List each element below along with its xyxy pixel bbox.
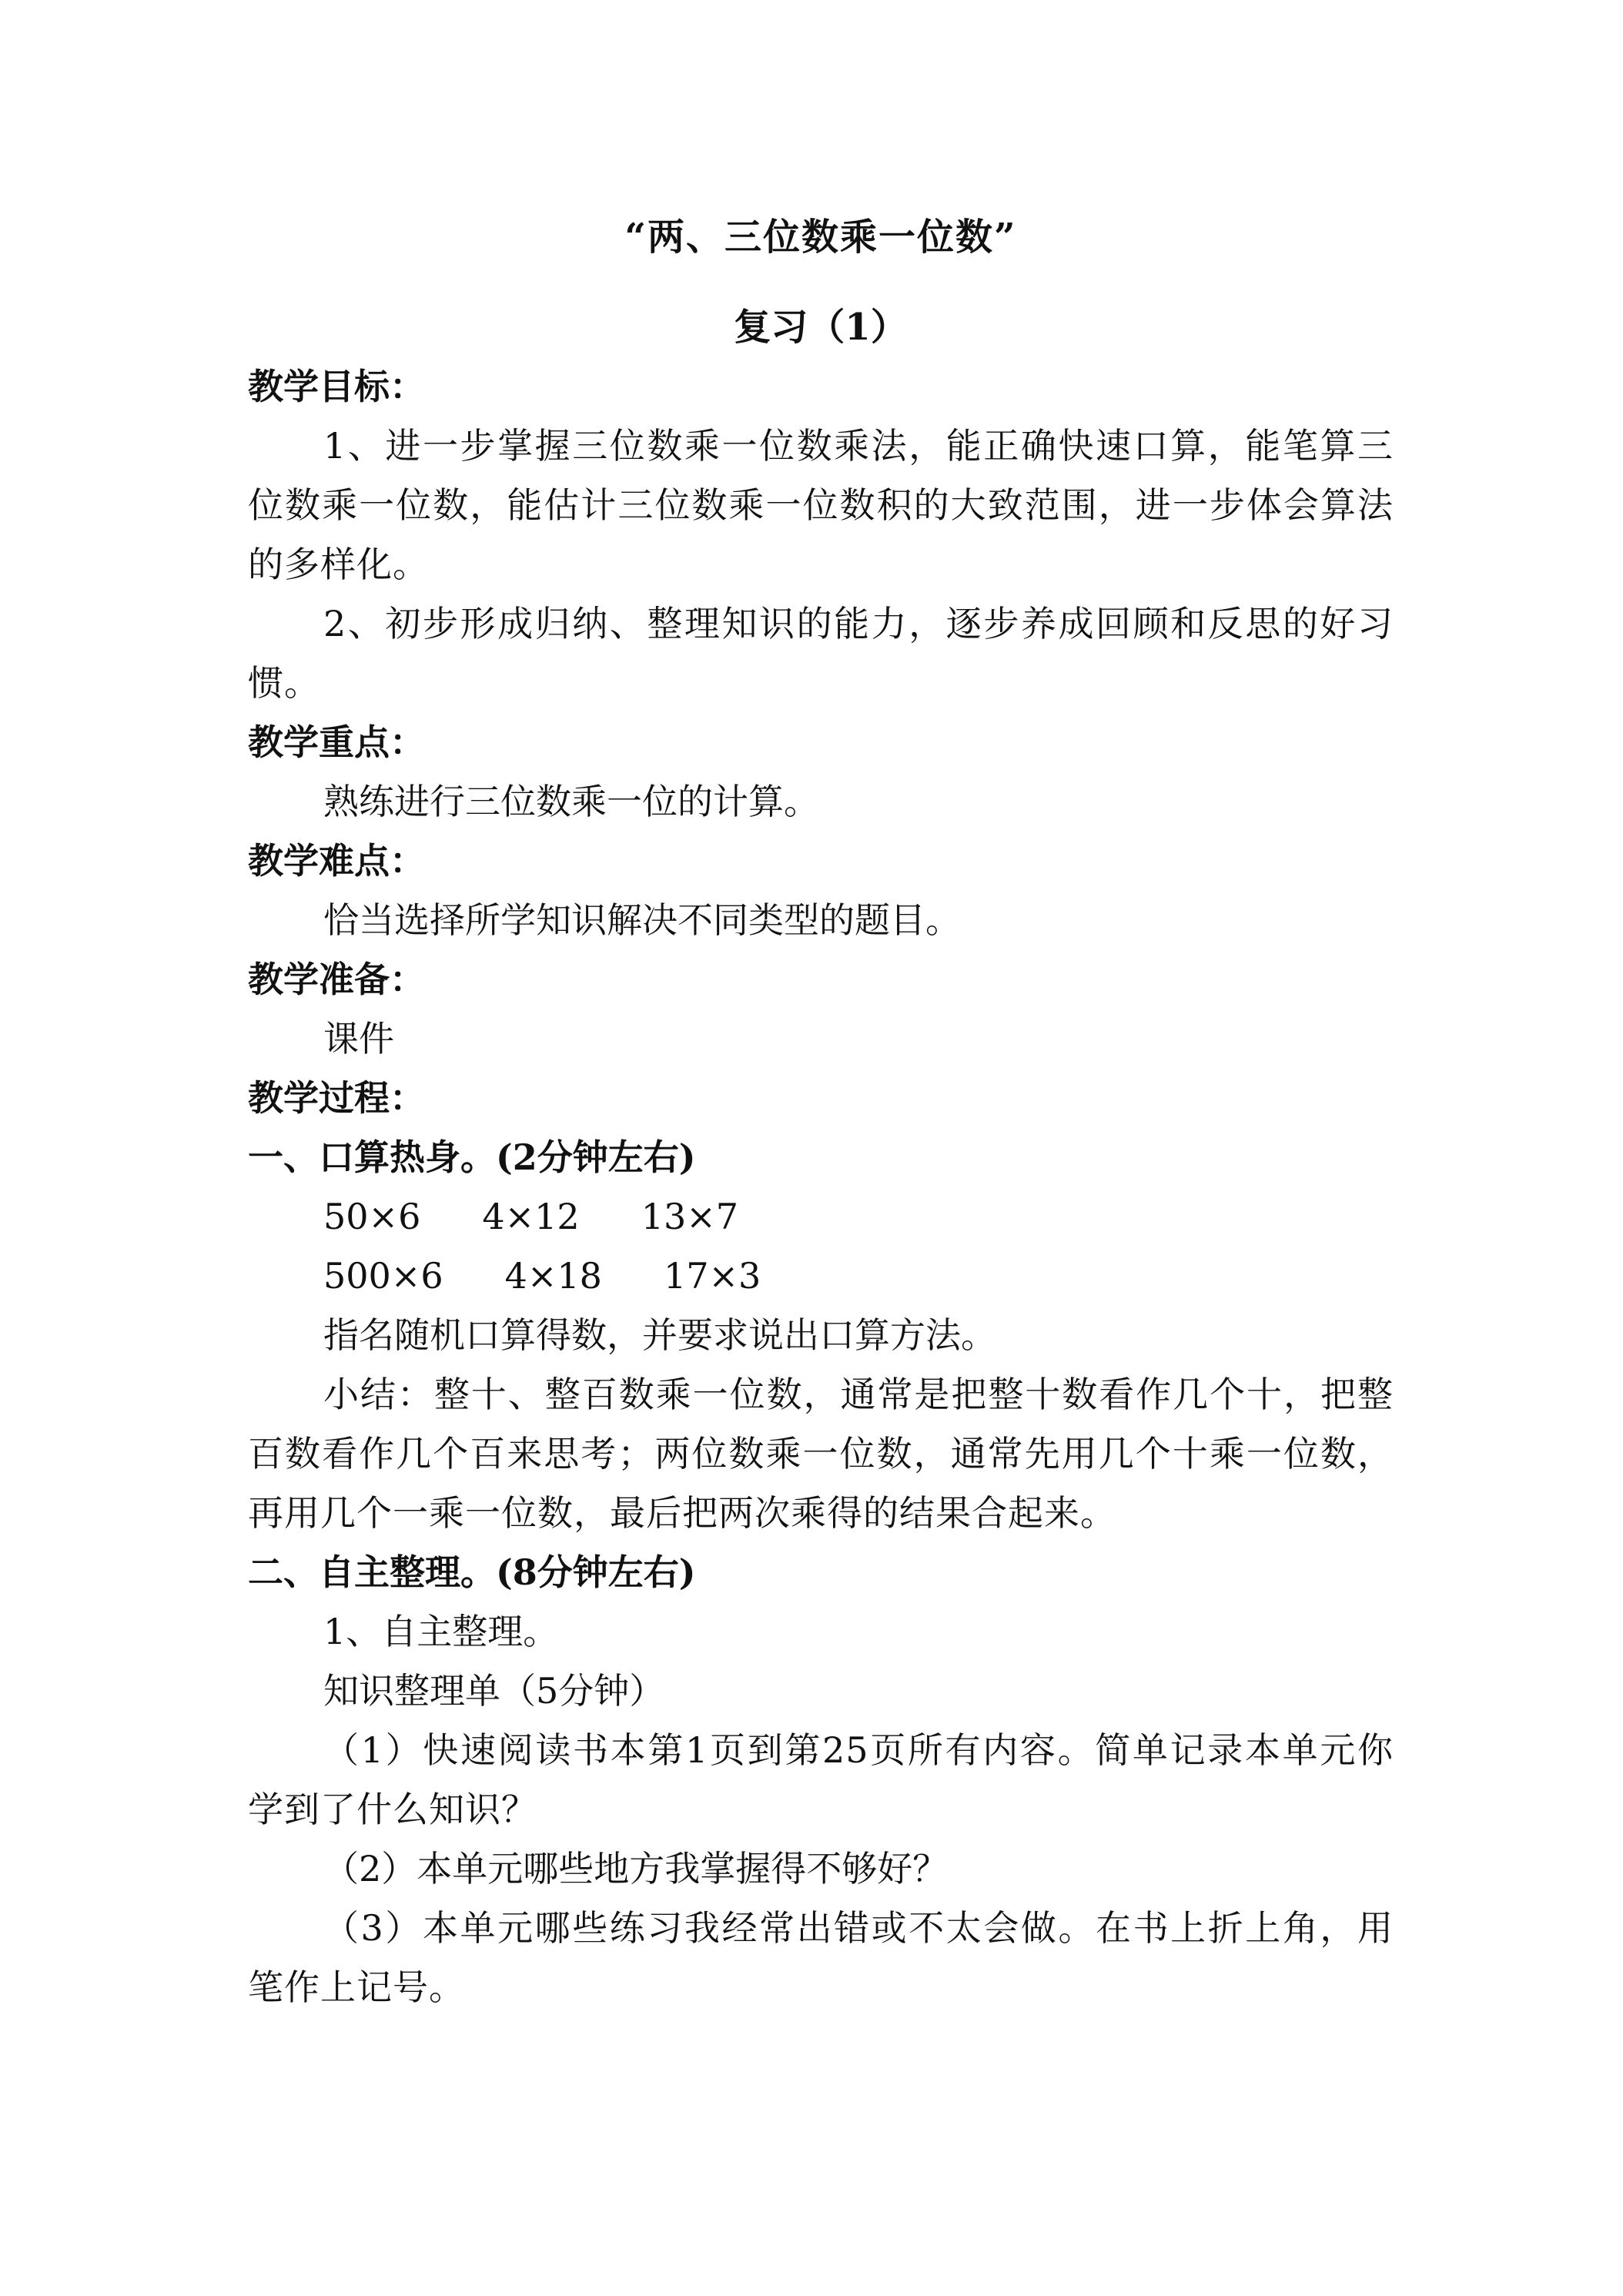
section2-step1: 1、自主整理。 xyxy=(323,1611,559,1652)
calc-item: 500×6 xyxy=(323,1255,443,1297)
section2-heading: 二、自主整理。(8分钟左右) xyxy=(248,1551,696,1593)
difficulties-text: 恰当选择所学知识解决不同类型的题目。 xyxy=(323,899,961,941)
preparation-text: 课件 xyxy=(323,1018,394,1059)
section2-question: （3）本单元哪些练习我经常出错或不太会做。在书上折上角，用笔作上记号。 xyxy=(248,1907,1394,2008)
process-heading: 教学过程： xyxy=(248,1077,425,1119)
calc-item: 13×7 xyxy=(641,1196,739,1237)
calc-item: 50×6 xyxy=(323,1196,421,1237)
calc-item: 17×3 xyxy=(663,1255,761,1297)
key-points-text: 熟练进行三位数乘一位的计算。 xyxy=(323,781,819,822)
section1-summary: 小结：整十、整百数乘一位数，通常是把整十数看作几个十，把整百数看作几个百来思考；两位数乘一位数，通常先用几个十乘一位数，再用几个一乘一位数，最后把两次乘得的结果合起来。 xyxy=(248,1374,1394,1534)
calc-row-2 xyxy=(248,1247,1394,1306)
section2-question: （2）本单元哪些地方我掌握得不够好？ xyxy=(323,1848,949,1889)
objective-item: 2、初步形成归纳、整理知识的能力，逐步养成回顾和反思的好习惯。 xyxy=(248,603,1394,704)
document-body xyxy=(248,208,1394,2017)
section2-sheet: 知识整理单（5分钟） xyxy=(323,1670,665,1712)
calc-row-1 xyxy=(248,1187,1394,1247)
difficulties-heading: 教学难点： xyxy=(248,840,425,882)
section2-question: （1）快速阅读书本第1页到第25页所有内容。简单记录本单元你学到了什么知识？ xyxy=(248,1729,1394,1830)
objectives-heading: 教学目标： xyxy=(248,366,425,407)
document-title: “两、三位数乘一位数” xyxy=(624,216,1017,259)
section1-instruction: 指名随机口算得数，并要求说出口算方法。 xyxy=(323,1314,996,1356)
preparation-heading: 教学准备： xyxy=(248,959,425,1000)
document-subtitle: 复习（1） xyxy=(734,306,908,349)
calc-item: 4×12 xyxy=(482,1196,580,1237)
calc-item: 4×18 xyxy=(504,1255,602,1297)
objective-item: 1、进一步掌握三位数乘一位数乘法，能正确快速口算，能笔算三位数乘一位数，能估计三位数乘一位数积的大致范围，进一步体会算法的多样化。 xyxy=(248,425,1394,585)
key-points-heading: 教学重点： xyxy=(248,721,425,763)
section1-heading: 一、口算热身。(2分钟左右) xyxy=(248,1136,696,1178)
